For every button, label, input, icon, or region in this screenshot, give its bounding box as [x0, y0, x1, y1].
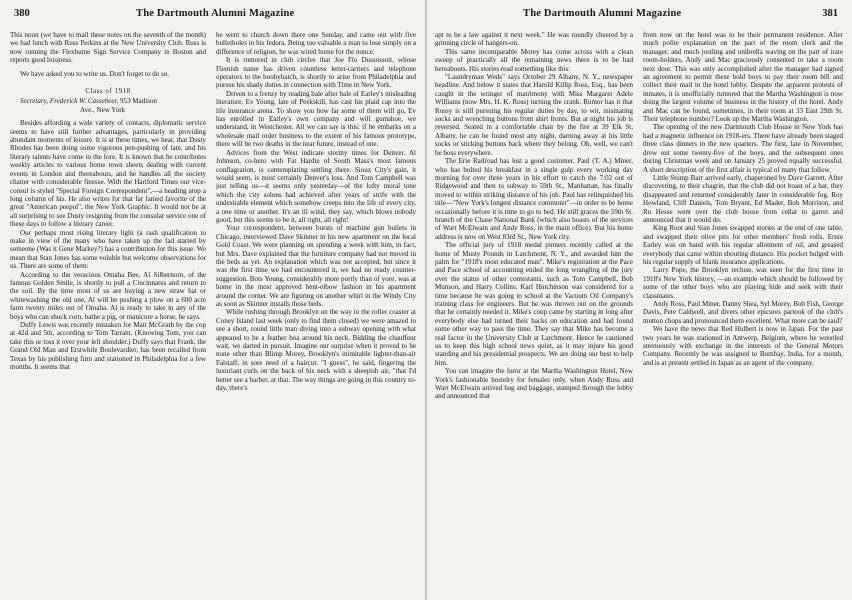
secretary-label: Secretary, — [20, 97, 49, 106]
paragraph: We have asked you to write us. Don't forget to do so. — [20, 69, 170, 78]
paragraph: Our perhaps most rising literary light (a rash qualification to make in view of the many who have taken up the fad started by someone (Was it Gene Markey?) has a contribution for this issue. We mean that Stan Jones has some voluble but welcome observations for us. There are some of them: — [10, 228, 206, 271]
class-heading: Class of 1918 — [85, 88, 131, 96]
paragraph: Your correspondent, between bursts of machine gun bullets in Chicago, interviewed Dave Skinner in his new apartment on the local Gold Coast. We were planning on spending a week with him, in fact, but Mrs. Dave explained that the furniture company had not moved in the beds as yet. An explanation which was not accepted, but since it was the first time we had encountered it, we had no ready counter-suggestion. Bots Young, considerably more portly than of yore, was at home in the most approved bent-elbow fashion in his apartment around the corner. We are figuring on another whirl in the Windy City as soon as Skinner installs those beds. — [216, 224, 416, 308]
paragraph: According to the veracious Omaha Bee, Al Silbernorn, of the famous Golden Smile, is shortly to pull a Cincinnatus and return to the soil. By the time most of us are buying a new straw hat or whitewashing the old one, Al will be pushing a plow on a 600 acre farm twenty miles out of Omaha. Al is ready to take in any of the boys who can shuck corn, bathe a pig, or manicure a horse, he says. — [10, 270, 206, 321]
paragraph: Driven to a frenzy by reading bale after bale of Earley's misleading literature, Ev Young, late of Peekskill, has cast his plaid cap into the life insurance arena. To show you how far some of them will go, Ev has enrolled in Earley's own company and will gumshoe, we understand, in Westchester. All we can say is this: if he embarks on a wholesale mail order business to the extent of his famous prototype, there will be two deaths in the near future, instead of one. — [216, 89, 416, 149]
left-column-1 — [10, 31, 206, 594]
paragraph: The official jury of 1918 medal pinners recently called at the home of Musty Pounds in Larchmont, N. Y., and awarded him the palm for "1918's most educated man". Mike's registration at the Pace and Pace school of accounting ended the long wrangling of the jury over the status of other contestants, such as Tom Campbell, Bob Munson, and Harry Collins. Karl Hutchinson was considered for a time because he was going to school at the Vacuum Oil Company's training class for engineers. But he was thrown out on the grounds that he certainly needed it. Mike's coup came by starting in long after everybody else had turned their backs on education and had found some other way to pass the time. They say that Mike has become a real factor in the University Club at Larchmont. Hence he cautioned us to keep this high school news quiet, as it may injure his good standing and his presidential prospects. We are doing our best to help him. — [435, 241, 633, 367]
paragraph: from now on the hotel was to be their permanent residence. After much polite explanation on the part of the room clerk and the manager, and much jostling and umbrella waving on the part of irate room-holders, Andy and Mac graciously consented to take a room next door. This was only accomplished after the manager had signed an agreement to permit these bold boys to pay their room bill and collect their mail in the hotel lobby. Despite the apparent protests of inmates, it is unofficially rumored that the Martha Washington is now doing the largest volume of business in the history of the hotel. Andy and Mac can be found, sometimes, in their room at 33 East 29th St. Their telephone number? Look up the Martha Washington. — [643, 31, 843, 124]
paragraph: The opening of the new Dartmouth Club House in New York has had a magnetic influence on 1918-ers. There have already been staged three class dinners in the new quarters. The first, late in November, drew out some twenty-five of the boys, and the subsequent ones during Christmas week and on January 25 proved equally successful. A short description of the first affair is typical of many that follow. — [643, 123, 843, 174]
left-page — [0, 0, 425, 600]
paragraph: It is rumored in club circles that Joe Flo Dussossoit, whose Flemish name has driven countless letter-carriers and telephone operators to the boobyhatch, is shortly to arise from Philadelphia and pursue his shady duties in connection with Time in New York. — [216, 56, 416, 90]
secretary-address-2: Ave., New York — [80, 105, 126, 114]
paragraph: "Laundryman Weds" says October 29 Albany, N. Y., newspaper headline. And below it states that Harold Killip Ross, Esq., has been caught in the wringer of matrimony with Miss Margaret Adele Williams (now Mrs. H. K. Ross) turning the crank. Rumor has it that Rossy is still pursuing his regular duties by day, to wit, mismating socks and wrenching buttons from shirt fronts. But at night his job is reversed. Seated in a comfortable chair by the fire at 39 Elk St, Albany, he can be found most any night, darning away at his little socks or sticking buttons back where they belong. Oh, well, we can't be boss everywhere. — [435, 73, 633, 157]
paragraph: apt to be a law against it next week." He was roundly cheered by a grinning circle of hangers-on. — [435, 31, 633, 48]
paragraph: This noon (we have to mail these notes on the seventh of the month) we had lunch with Russ Perkins at the New University Club. Russ is now running the Flexhume Sign Service Company in Boston and reports good business. — [10, 31, 206, 65]
paragraph: Larry Pope, the Brooklyn recluse, was seen for the first time in 1918's New York history, —an example which should be followed by some of the other boys who are playing hide and seek with their classmates. — [643, 266, 843, 300]
paragraph: We have the news that Red Hulbert is now in Japan. For the past two years he was stationed in Antwerp, Belgium, where he wrestled strenuously with exchange in the interests of the General Motors Company. Recently he was assigned to Bombay, India, for a month, and is at present settled in Japan as an agent of the company. — [643, 325, 843, 367]
paragraph: Advices from the West indicate stormy times for Denver. Al Johnson, co-hero with Fat Hardie of South Mass's most famous conflagration, is contemplating settling there. Sioux City's gain, it would seem, is most certainly Denver's loss. And Tom Campbell was just telling us—it seems only yesterday—of the lofty moral tone which the city solons had achieved after years of strife with the undesirable element which somehow creeps into the life of every city, a one time or another. It's an ill wind, they say, which blows nobody good, but this seems to be it, all right, all right! — [216, 148, 416, 224]
paragraph: The Erie Railroad has lost a good customer. Paul (T. A.) Miner, who has bolted his breakfast in a single gulp every working day morning for over three years in his effort to catch the 7:02 out of Ridgewood and then to subway to 59th St., Manhattan, has finally moved to within striking distance of his job. Paul has relinquished his title—"New York's longest distance commuter"—in order to be home occasionally before it is time to go to bed. He still graces the 59th St. branch of the Chase National Bank (which also boasts of the services of Wart McElwain and Andy Ross, in the main office). But his home address is now on West 83rd St., New York city. — [435, 157, 633, 241]
secretary-address-1: 953 Madison — [120, 97, 158, 106]
running-title: The Dartmouth Alumni Magazine — [136, 8, 295, 19]
right-page — [427, 0, 852, 600]
secretary-line — [10, 97, 206, 114]
left-page-header — [8, 8, 417, 24]
right-page-header — [435, 8, 844, 24]
page-number: 381 — [822, 8, 838, 19]
paragraph: This same incomparable Morey has come across with a clean sweep of practically all the remaining news there is to be had hereabouts. His stories read something like this: — [435, 47, 633, 73]
paragraph: Little Stump Barr arrived early, chaperoned by Dave Garrett. After discovering, to their chagrin, that the club did not boast of a bar, they disappeared and returned considerably later in considerable fog. Roy Howland, Cliff Daniels, Tom Bryant, Ed Mader, Bob Morrison, and Ru Hesse went over the club house from cellar to garret and announced that it would do. — [643, 173, 843, 224]
secretary-name: Frederick W. Cassebeer, — [49, 97, 119, 106]
paragraph: You can imagine the furor at the Martha Washington Hotel, New York's fashionable hostelry for females only, when Andy Ross and Wart McElwain arrived bag and baggage, stamped through the lobby and announced that — [435, 367, 633, 401]
running-title: The Dartmouth Alumni Magazine — [523, 8, 682, 19]
paragraph: Andy Ross, Paul Miner, Danny Shea, Syl Morey, Bob Fish, George Davis, Pete Caldwell, and divers other epicures partook of the club's mutton chops and pronounced them excellent. What more can be said? — [643, 300, 843, 325]
paragraph: King Root and Stan Jones swapped stories at the end of one table, and swapped their olive pits for other members' fresh rolls. Ernie Earley was on hand with his regular allotment of oil, and greased everybody that came within shouting distance. His pocket bulged with his regular supply of blank insurance applications. — [643, 224, 843, 266]
paragraph: he went to church down there one Sunday, and came out with five bulletholes in his fedora. Being too valuable a man to lose simply on a difference of religion, he was wired home for the nonce. — [216, 31, 416, 56]
left-column-2 — [216, 31, 416, 594]
paragraph: Duffy Lewis was recently mistaken for Matt McGrath by the cop at 42d and 5th, according to Tom Tarrant. (Knowing Tom, you can take this or toss it over your left shoulder.) Duffy says that Frank, the Grand Old Man and Erstwhile Boulevardier, has been recalled from Texas by his publishing firm and stationed in Philadelphia for a few months. It seems that — [10, 321, 206, 372]
right-column-1 — [435, 31, 633, 594]
paragraph: While rushing through Brooklyn on the way to the roller coaster at Coney Island last week (only to find them closed) we were amazed to see a short, round little man diving into a subway opening with what appeared to be a feather boa around his neck. Bidding the chauffeur wait, we darted in pursuit. Imagine our surprise when it proved to be none other than Blimp Morey, Brooklyn's inimitable lighter-than-air Falstaff, in sore need of a haircut. "I guess", he said, fingering the luxuriant curls on the back of his neck with a sheepish air, "that I'd better see a barber, at that. The way things are going in this country to-day, there's — [216, 308, 416, 393]
paragraph: Besides affording a wide variety of contacts, diplomatic service seems to have still further advantages, particularly in providing abundant moments of leisure. It is at these times, we hear, that Dusty Rhodes has been doing some vigorous pen-pushing of late, and his literary talents have come to the fore. It is known that he contributes weekly articles to various home town sheets dealing with current events in London and thereabouts, and he handles all the society chatter with considerable finesse. With the Hartford Times our vice-consul is styled "Special Foreign Correspondent",—a heading atop a long column of his. He also writes for that far famed favorite of the great "American peepul", the New York Graphic. It would not be at all surprising to see Dusty resigning from the consular service one of these days to follow a literary career. — [10, 119, 206, 229]
right-column-2 — [643, 31, 843, 594]
page-number: 380 — [14, 8, 30, 19]
